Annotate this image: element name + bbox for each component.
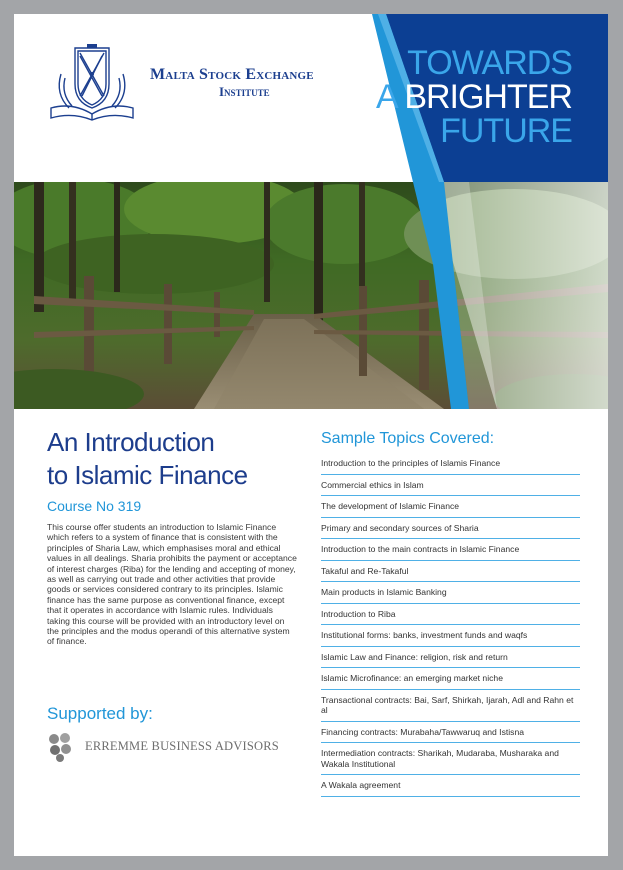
topic-item-label: Introduction to the principles of Islamis Finance xyxy=(321,458,501,468)
topic-item-label: Takaful and Re-Takaful xyxy=(321,565,409,576)
topic-item xyxy=(321,561,580,583)
topics-list xyxy=(321,453,580,797)
erremme-logo-icon xyxy=(47,732,77,762)
institution-subtitle: Institute xyxy=(219,84,270,99)
topic-item xyxy=(321,453,580,475)
tagline-line1: TOWARDS xyxy=(407,44,572,82)
topic-item xyxy=(321,690,580,722)
topic-item-label: Islamic Law and Finance: religion, risk and return xyxy=(321,651,508,662)
topic-item-label: Institutional forms: banks, investment funds and waqfs xyxy=(321,630,528,640)
tagline-word-a: A xyxy=(376,78,396,116)
topic-item-label: Introduction to Riba xyxy=(321,608,396,619)
topic-item xyxy=(321,496,580,518)
course-title-line2: to Islamic Finance xyxy=(47,460,248,490)
topics-heading: Sample Topics Covered: xyxy=(321,430,495,447)
topic-item xyxy=(321,582,580,604)
institution-name: Malta Stock Exchange xyxy=(150,66,314,83)
forest-boardwalk-photo xyxy=(14,174,608,409)
topic-item-label: Financing contracts: Murabaha/Tawwaruq and Istisna xyxy=(321,726,525,737)
course-description: This course offer students an introduction to Islamic Finance which refers to a system of finance that is consistent with the principles of Sharia Law, which emphasises moral and ethical values in all dealings. Sharia prohibits the payment or acceptance of interest charges (Riba) for the lending and accepting of money, as well as carrying out trade and other activities that provide goods or services considered contrary to its principles. Islamic finance has the same purpose as conventional finance, except that it operates in accordance with Islamic rules. Individuals taking this course will be provided with an introductory level on the principles and the modus operandi of this alternative system of finance. xyxy=(47,522,297,647)
topic-item xyxy=(321,518,580,540)
topic-item xyxy=(321,722,580,744)
topic-item-label: Islamic Microfinance: an emerging market niche xyxy=(321,673,503,683)
course-title xyxy=(47,426,248,492)
topic-item-label: Main products in Islamic Banking xyxy=(321,587,447,597)
topic-item-label: Introduction to the main contracts in Islamic Finance xyxy=(321,544,520,554)
topic-item-label: Transactional contracts: Bai, Sarf, Shirkah, Ijarah, Adl and Rahn et al xyxy=(321,694,574,715)
topic-item xyxy=(321,647,580,669)
course-number: Course No 319 xyxy=(47,498,142,514)
tagline xyxy=(376,46,572,148)
brochure-page xyxy=(14,14,608,856)
topic-item xyxy=(321,775,580,797)
topic-item-label: A Wakala agreement xyxy=(321,780,401,790)
sponsor-name: ERREMME BUSINESS ADVISORS xyxy=(85,739,279,753)
topic-item-label: Intermediation contracts: Sharikah, Mudaraba, Musharaka and Wakala Institutional xyxy=(321,748,559,769)
topic-item-label: Commercial ethics in Islam xyxy=(321,479,424,490)
topic-item xyxy=(321,604,580,626)
tagline-line3: FUTURE xyxy=(440,112,572,150)
topic-item xyxy=(321,475,580,497)
topic-item xyxy=(321,625,580,647)
supported-by-heading: Supported by: xyxy=(47,704,153,723)
msx-crest-icon xyxy=(47,44,137,122)
topic-item xyxy=(321,539,580,561)
topic-item xyxy=(321,668,580,690)
tagline-line2 xyxy=(376,80,572,114)
tagline-word-brighter: BRIGHTER xyxy=(404,78,572,116)
sponsor-logo-block xyxy=(47,732,287,762)
course-title-line1: An Introduction xyxy=(47,427,215,457)
topic-item-label: The development of Islamic Finance xyxy=(321,501,460,511)
topic-item-label: Primary and secondary sources of Sharia xyxy=(321,522,479,533)
topic-item xyxy=(321,743,580,775)
